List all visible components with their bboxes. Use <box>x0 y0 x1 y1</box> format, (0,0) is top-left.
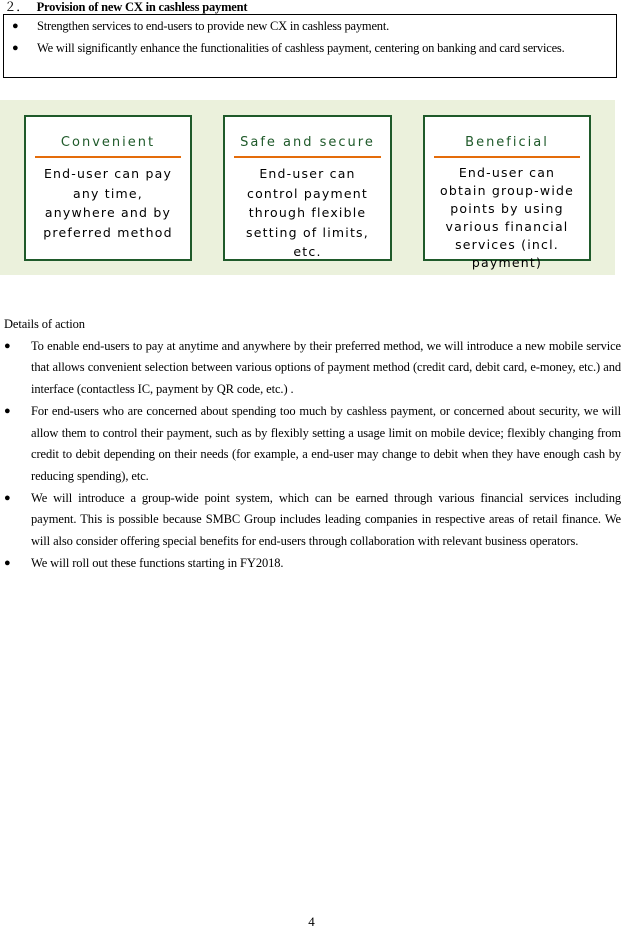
summary-box <box>3 14 617 78</box>
card-body: End-user can control payment through flexible setting of limits, etc. <box>246 166 369 259</box>
card-title: Safe and secure <box>240 135 375 150</box>
list-item <box>4 553 621 575</box>
card-beneficial <box>423 115 591 270</box>
summary-text: We will significantly enhance the functionalities of cashless payment, centering on banking and card services. <box>37 41 565 55</box>
bullet-icon: ● <box>4 339 11 352</box>
section-title: Provision of new CX in cashless payment <box>36 0 248 14</box>
list-item <box>4 488 621 553</box>
card-divider <box>434 156 580 158</box>
card-body: End-user can pay any time, anywhere and by preferred method <box>43 166 173 240</box>
card-title: Convenient <box>60 135 156 150</box>
section-heading <box>4 0 247 15</box>
summary-text: Strengthen services to end-users to provide new CX in cashless payment. <box>37 19 390 33</box>
summary-item <box>4 15 616 37</box>
card-convenient <box>24 115 192 261</box>
benefits-panel <box>0 100 615 275</box>
bullet-icon: ● <box>4 556 11 569</box>
card-title: Beneficial <box>465 135 549 150</box>
card-body: End-user can obtain group-wide points by using various financial services (incl. payment) <box>439 165 575 270</box>
bullet-icon: ● <box>4 491 11 504</box>
card-divider <box>35 156 181 158</box>
page-number: 4 <box>308 914 315 929</box>
card-divider <box>234 156 381 158</box>
summary-item <box>4 37 616 59</box>
bullet-icon: ● <box>4 404 11 417</box>
list-item-text: We will introduce a group-wide point system, which can be earned through various financial services including payment. This is possible because SMBC Group includes leading companies in respective areas of retail finance. We will also consider offering special benefits for end-users through collaboration with relevant business operators. <box>31 490 621 549</box>
list-item <box>4 336 621 401</box>
card-safe-and-secure <box>223 115 392 261</box>
section-number: ２． <box>4 0 29 14</box>
bullet-icon: ● <box>12 20 19 32</box>
list-item-text: To enable end-users to pay at anytime and anywhere by their preferred method, we will introduce a new mobile service that allows convenient selection between various options of payment method (credit card, debit card, e-money, etc.) and interface (contactless IC, payment by QR code, etc.) . <box>31 338 621 397</box>
bullet-icon: ● <box>12 42 19 54</box>
list-item-text: We will roll out these functions starting in FY2018. <box>31 555 284 570</box>
list-item-text: For end-users who are concerned about spending too much by cashless payment, or concerned about security, we will allow them to control their payment, such as by flexibly setting a usage limit on mobile device; flexibly changing from credit to debit depending on their needs (for example, a end-user may change to debit when they have enough cash by reducing spending), etc. <box>31 403 621 483</box>
details-title: Details of action <box>4 317 85 331</box>
list-item <box>4 401 621 488</box>
details-section <box>4 314 621 574</box>
